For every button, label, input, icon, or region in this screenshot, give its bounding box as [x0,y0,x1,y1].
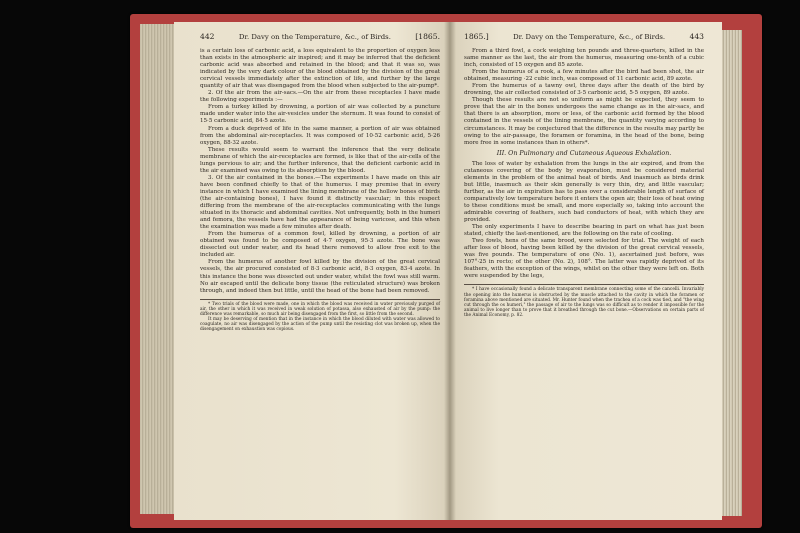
left-page-content [200,32,440,333]
paragraph: 3. Of the air contained in the bones.—The experiments I have made on this air have been confined chiefly to that of the humerus. I may premise that in every instance in which I have examined the lining membrane of the hollow bones of birds (the air-containing bones), I have found it distinctly vascular; in this respect differing from the membrane of the air-receptacles communicating with the lungs situated in its thoracic and abdominal cavities. Not unfrequently, both in the humeri and femora, the vessels have had the appearance of being varicose, and this when the examination was made a few minutes after death. [200,174,440,231]
right-footnotes [464,284,704,318]
left-running-header [200,32,440,42]
right-page-number: 443 [689,32,704,41]
footnote: * I have occasionally found a delicate transparent membrane connecting some of the cancelli. Invariably the opening into the humerus is obstructed by the muscle attached to the cavity in which the foramen or foramina above mentioned are situated. Mr. Hunter found when the trachea of a cock was tied, and "the wing cut through the os humeri," the passage of air to the lungs was so difficult as to render it impossible for the animal to live longer than to prove that it breathed through the cut bone.—Observations on certain parts of the Animal Economy, p. 82. [464,287,704,319]
left-running-title: Dr. Davy on the Temperature, &c., of Birds. [238,33,391,41]
paragraph: From the humerus of a rook, a few minutes after the bird had been shot, the air obtained, measuring ·22 cubic inch, was composed of 11 carbonic acid, 89 azote. [464,69,704,83]
book-gutter [444,22,456,520]
section-heading: III. On Pulmonary and Cutaneous Aqueous Exhalation. [496,149,672,157]
paragraph: The loss of water by exhalation from the lungs in the air expired, and from the cutaneous covering of the body by evaporation, must be considered material elements in the problem of the animal heat of birds. And inasmuch as birds drink but little, inasmuch as their skin generally is very thin, dry, and little vascular; further, as the air in expiration has to pass over a considerable length of surface of comparatively low temperature before it enters the open air, their loss of heat owing to these conditions must be small, and more especially so, taking into account the admirable covering of feathers, such bad conductors of heat, with which they are provided. [464,160,704,224]
left-page [174,22,450,520]
left-header-year: [1865. [415,32,440,41]
paragraph: From a turkey killed by drowning, a portion of air was collected by a puncture made under water into the air-vesicles under the sternum. It was found to consist of 15·5 carbonic acid, 84·5 azote. [200,104,440,125]
paragraph: The only experiments I have to describe bearing in part on what has just been stated, chiefly the last-mentioned, are the following on the rate of cooling. [464,224,704,238]
footnote: It may be deserving of mention that in the instance in which the blood diluted with water was allowed to coagulate, no air was disengaged by the action of the pump until the resisting clot was broken up, when the disengagement on exhaustion was copious. [200,317,440,333]
open-book [130,14,762,528]
paragraph: From the humerus of another fowl killed by the division of the great cervical vessels, the air procured consisted of 8·3 carbonic acid, 8·3 oxygen, 83·4 azote. In this instance the bone was dissected out under water, whilst the fowl was still warm. No air escaped until the delicate bony tissue (the reticulated structure) was broken through, and indeed then but little, until the head of the bone had been removed. [200,259,440,294]
paragraph: is a certain loss of carbonic acid, a loss equivalent to the proportion of oxygen less than exists in the atmospheric air inspired; and it may be inferred that the deficient carbonic acid was absorbed and retained in the blood; and that it was so, was indicated by the very dark colour of the blood obtained by the division of the great cervical vessels immediately after the extinction of life, and further by the large quantity of air that was disengaged from the blood when subjected to the air-pump*. [200,48,440,90]
paragraph: From the humerus of a common fowl, killed by drowning, a portion of air obtained was found to be composed of 4·7 oxygen, 95·3 azote. The bone was dissected out under water, and its head there removed to allow free exit to the included air. [200,231,440,259]
paragraph: These results would seem to warrant the inference that the very delicate membrane of which the air-receptacles are formed, is like that of the air-cells of the lungs pervious to air; and the further inference, that the deficient carbonic acid in the air examined was owing to its absorption by the blood. [200,146,440,174]
footnote: * Two trials of the blood were made, one in which the blood was received in water previously purged of air, the other in which it was received in weak solution of potassa, also exhausted of air by the pump: the difference was remarkable, so much air being disengaged from the first, so little from the second. [200,301,440,317]
left-footnotes [200,299,440,333]
right-running-header [464,32,704,42]
paragraph: From a duck deprived of life in the same manner, a portion of air was obtained from the abdominal air-receptacles. It was composed of 10·52 carbonic acid, 5·26 oxygen, 88·32 azote. [200,125,440,146]
paragraph: From a third fowl, a cock weighing ten pounds and three-quarters, killed in the same manner as the last, the air from the humerus, measuring one-tenth of a cubic inch, consisted of 15 oxygen and 85 azote. [464,48,704,69]
right-page [450,22,722,520]
right-running-title: Dr. Davy on the Temperature, &c., of Birds. [513,33,666,41]
right-header-year: 1865.] [464,32,489,41]
paragraph: Two fowls, hens of the same brood, were selected for trial. The weight of each after loss of blood, having been killed by the division of the great cervical vessels, was five pounds. The temperature of one (No. 1), ascertained just before, was 107°·25 in recto; of the other (No. 2), 108°. The latter was rapidly deprived of its feathers, with the exception of the wings, whilst on the other they were left on. Both were suspended by the legs, [464,238,704,280]
paragraph: Though these results are not so uniform as might be expected, they seem to prove that the air in the bones undergoes the same change as in the air-sacs, and that there is an absorption, more or less, of the carbonic acid formed by the blood contained in the vessels of the lining membrane, the quantity varying according to circumstances. It may be conjectured that the difference in the results may partly be owing to the air-passage, the foramen or foramina, in the head of the bone, being more free in some instances than in others*. [464,97,704,146]
left-page-number: 442 [200,32,215,41]
paragraph: 2. Of the air from the air-sacs.—On the air from these receptacles I have made the following experiments :— [200,90,440,104]
right-page-content [464,32,704,318]
paragraph: From the humerus of a tawny owl, three days after the death of the bird by drowning, the air collected consisted of 3·5 carbonic acid, 5·5 oxygen, 89 azote. [464,83,704,97]
